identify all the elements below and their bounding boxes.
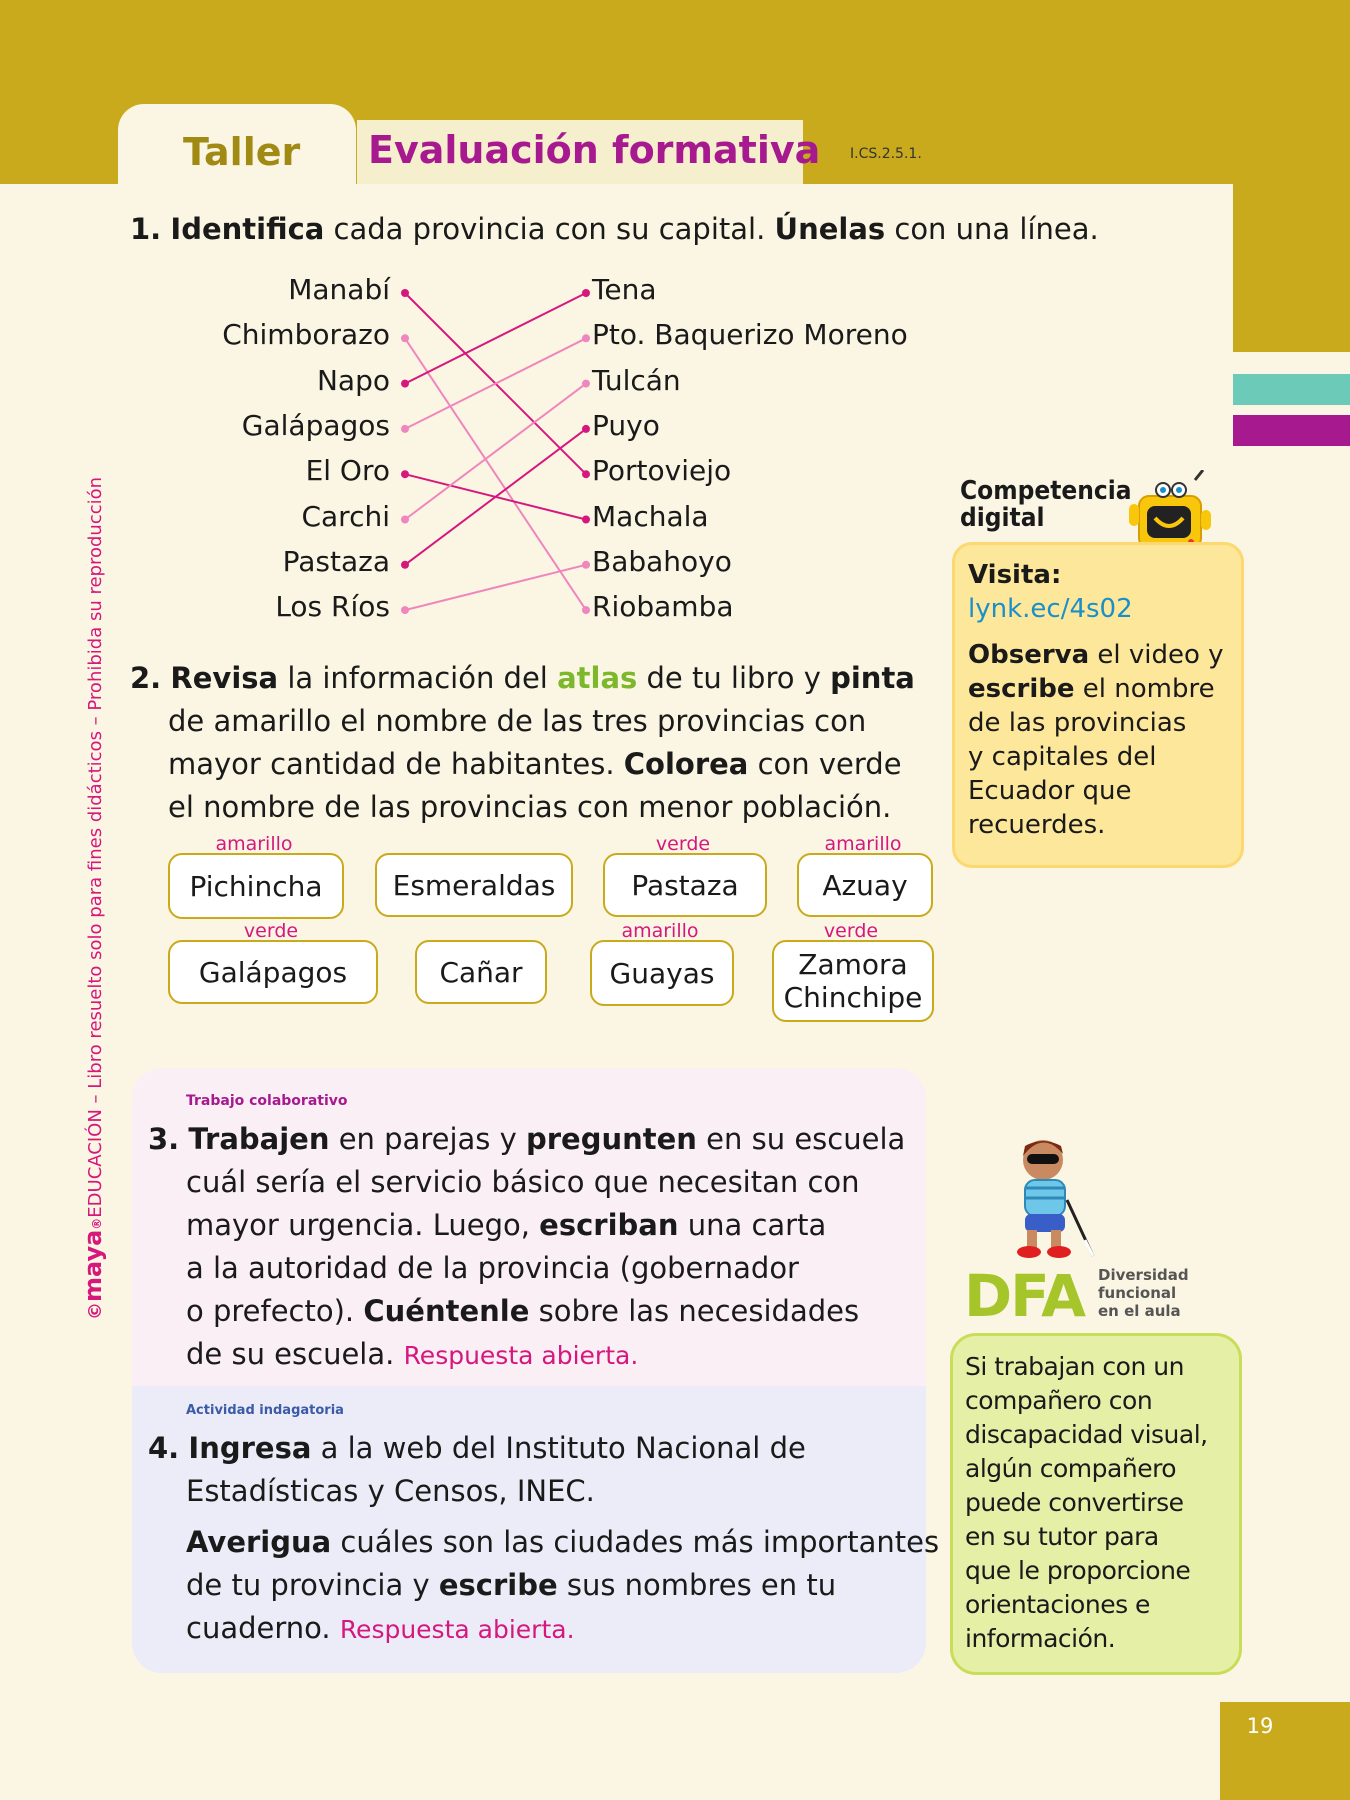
indicator-code: I.CS.2.5.1. bbox=[850, 146, 922, 162]
q3-t1: en parejas y bbox=[329, 1122, 526, 1156]
q4-number: 4. bbox=[148, 1431, 180, 1465]
q4-line3b: cuáles son las ciudades más importantes bbox=[331, 1525, 940, 1559]
province-box[interactable]: Guayas bbox=[590, 940, 734, 1006]
match-dot bbox=[582, 561, 590, 569]
color-label: amarillo bbox=[824, 833, 902, 855]
province-label: Chimborazo bbox=[222, 318, 390, 352]
province-box[interactable]: Pastaza bbox=[603, 853, 767, 917]
dfa-line: Si trabajan con un bbox=[965, 1352, 1184, 1381]
province-label: Manabí bbox=[288, 273, 390, 306]
match-line bbox=[405, 429, 586, 565]
match-dot bbox=[582, 289, 590, 297]
match-line bbox=[405, 565, 586, 610]
q2-verb-colorea: Colorea bbox=[623, 747, 749, 781]
q1-text2: con una línea. bbox=[885, 212, 1099, 246]
capital-label: Tena bbox=[592, 273, 657, 306]
q2-verb-revisa: Revisa bbox=[170, 661, 279, 695]
q1-verb-identifica: Identifica bbox=[170, 212, 325, 246]
color-label: verde bbox=[655, 833, 711, 855]
taller-label: Taller bbox=[183, 130, 301, 174]
q3-line3b: una carta bbox=[678, 1208, 827, 1242]
q2-text2: de tu libro y bbox=[637, 661, 831, 695]
comp-line2 bbox=[968, 672, 1224, 706]
q4-t1: a la web del Instituto Nacional de bbox=[311, 1431, 806, 1465]
province-box[interactable]: Pichincha bbox=[168, 853, 344, 919]
province-label: Pastaza bbox=[282, 544, 390, 578]
comp-line4: y capitales del bbox=[968, 742, 1157, 772]
q2-line3 bbox=[130, 743, 915, 786]
child-with-cane-icon bbox=[995, 1130, 1135, 1270]
capital-label: Tulcán bbox=[592, 363, 681, 397]
q3-line1 bbox=[148, 1118, 905, 1161]
q3-line2: cuál sería el servicio básico que necesitan con bbox=[186, 1165, 860, 1199]
capital-label: Riobamba bbox=[592, 590, 734, 624]
q1-text1: cada provincia con su capital. bbox=[324, 212, 775, 246]
match-dot bbox=[401, 425, 409, 433]
match-line bbox=[405, 338, 586, 429]
q3-tag: Trabajo colaborativo bbox=[186, 1093, 348, 1109]
province-box[interactable]: Azuay bbox=[797, 853, 933, 917]
q4-line1 bbox=[148, 1427, 939, 1470]
visita-label: Visita: bbox=[968, 560, 1062, 590]
q4-answer: Respuesta abierta. bbox=[339, 1615, 575, 1644]
q4-line3 bbox=[148, 1521, 939, 1564]
q3-verb-escriban: escriban bbox=[539, 1208, 679, 1242]
q4-line2: Estadísticas y Censos, INEC. bbox=[186, 1474, 595, 1508]
q2-text1: la información del bbox=[278, 661, 558, 695]
province-box[interactable]: Esmeraldas bbox=[375, 853, 573, 917]
match-dot bbox=[401, 470, 409, 478]
province-label: Los Ríos bbox=[275, 590, 390, 624]
section-title: Evaluación formativa bbox=[368, 128, 821, 172]
capital-label: Portoviejo bbox=[592, 454, 732, 488]
province-label: Galápagos bbox=[241, 408, 390, 442]
match-dot bbox=[401, 380, 409, 388]
q3-verb-cuentenle: Cuéntenle bbox=[363, 1294, 530, 1328]
comp-t1: el video y bbox=[1089, 640, 1224, 670]
q4-verb-escribe: escribe bbox=[438, 1568, 558, 1602]
match-dot bbox=[401, 561, 409, 569]
dfa-line: puede convertirse bbox=[965, 1488, 1184, 1517]
q3-instruction bbox=[148, 1118, 905, 1377]
dfa-line: orientaciones e bbox=[965, 1590, 1150, 1619]
q2-verb-pinta: pinta bbox=[830, 661, 915, 695]
q4-line5 bbox=[148, 1607, 939, 1651]
q2-line3a: mayor cantidad de habitantes. bbox=[168, 747, 624, 781]
page-number: 19 bbox=[1246, 1714, 1274, 1738]
match-dot bbox=[401, 289, 409, 297]
q3-t2: en su escuela bbox=[696, 1122, 906, 1156]
comp-line1 bbox=[968, 638, 1224, 672]
side-notice: EDUCACIÓN – Libro resuelto solo para fines didácticos – Prohibida su reproducción bbox=[85, 476, 106, 1218]
dfa-text bbox=[965, 1350, 1208, 1656]
dfa-sub2: funcional bbox=[1098, 1284, 1177, 1302]
dfa-logo: DFA bbox=[964, 1262, 1084, 1330]
dfa-line: en su tutor para bbox=[965, 1522, 1159, 1551]
q3-answer: Respuesta abierta. bbox=[403, 1341, 639, 1370]
match-dot bbox=[401, 516, 409, 524]
comp-line3: de las provincias bbox=[968, 708, 1187, 738]
q4-line4a: de tu provincia y bbox=[186, 1568, 439, 1602]
province-box[interactable]: Zamora Chinchipe bbox=[772, 940, 934, 1022]
brand-name: maya bbox=[79, 1229, 107, 1302]
dfa-line: compañero con bbox=[965, 1386, 1153, 1415]
q3-verb-trabajen: Trabajen bbox=[188, 1122, 330, 1156]
q2-atlas: atlas bbox=[557, 661, 638, 695]
dfa-line: algún compañero bbox=[965, 1454, 1177, 1483]
match-dot bbox=[582, 606, 590, 614]
match-line bbox=[405, 338, 586, 610]
color-label: amarillo bbox=[215, 833, 293, 855]
capital-label: Babahoyo bbox=[592, 544, 732, 578]
dfa-line: información. bbox=[965, 1624, 1116, 1653]
q2-number: 2. bbox=[130, 661, 162, 695]
competencia-title bbox=[960, 478, 1132, 532]
competencia-title-line2: digital bbox=[960, 503, 1045, 533]
q3-number: 3. bbox=[148, 1122, 180, 1156]
q3-line5a: o prefecto). bbox=[186, 1294, 364, 1328]
match-dot bbox=[582, 334, 590, 342]
q4-line4b: sus nombres en tu bbox=[557, 1568, 837, 1602]
competencia-content bbox=[968, 558, 1224, 842]
comp-verb-observa: Observa bbox=[968, 640, 1090, 670]
copyright-symbol: © bbox=[85, 1302, 106, 1320]
province-label: Napo bbox=[316, 363, 390, 397]
q3-line4: a la autoridad de la provincia (gobernador bbox=[186, 1251, 799, 1285]
match-line bbox=[405, 384, 586, 520]
color-label: amarillo bbox=[621, 920, 699, 942]
dfa-line: discapacidad visual, bbox=[965, 1420, 1208, 1449]
dfa-line: que le proporcione bbox=[965, 1556, 1191, 1585]
capital-label: Machala bbox=[592, 499, 709, 533]
match-dot bbox=[582, 516, 590, 524]
q2-line1 bbox=[130, 657, 915, 700]
comp-t2: el nombre bbox=[1074, 674, 1215, 704]
q3-line5b: sobre las necesidades bbox=[529, 1294, 860, 1328]
match-dot bbox=[401, 606, 409, 614]
province-label: Carchi bbox=[301, 499, 390, 533]
province-label: El Oro bbox=[305, 454, 390, 488]
q4-verb-averigua: Averigua bbox=[186, 1525, 332, 1559]
q2-instruction bbox=[130, 657, 915, 829]
q3-line3a: mayor urgencia. Luego, bbox=[186, 1208, 540, 1242]
competencia-link[interactable]: lynk.ec/4s02 bbox=[968, 594, 1133, 624]
competencia-title-line1: Competencia bbox=[960, 476, 1132, 506]
registered-symbol: ® bbox=[90, 1217, 104, 1230]
match-dot bbox=[401, 334, 409, 342]
color-label: verde bbox=[823, 920, 879, 942]
q4-line5-text: cuaderno. bbox=[186, 1611, 331, 1645]
match-dot bbox=[582, 425, 590, 433]
q3-verb-pregunten: pregunten bbox=[526, 1122, 697, 1156]
dfa-sub1: Diversidad bbox=[1098, 1266, 1189, 1284]
q3-line5 bbox=[148, 1290, 905, 1333]
comp-line6: recuerdes. bbox=[968, 810, 1106, 840]
capital-label: Puyo bbox=[592, 408, 660, 442]
q3-line6-text: de su escuela. bbox=[186, 1337, 395, 1371]
province-box[interactable]: Cañar bbox=[415, 940, 547, 1004]
q1-number: 1. bbox=[130, 212, 162, 246]
match-line bbox=[405, 293, 586, 384]
match-dot bbox=[582, 470, 590, 478]
q1-verb-unelas: Únelas bbox=[774, 212, 886, 246]
capital-label: Pto. Baquerizo Moreno bbox=[592, 318, 908, 352]
q2-line3b: con verde bbox=[748, 747, 902, 781]
match-dot bbox=[582, 380, 590, 388]
comp-verb-escribe: escribe bbox=[968, 674, 1075, 704]
q3-line3 bbox=[148, 1204, 905, 1247]
q3-line6 bbox=[148, 1333, 905, 1377]
q2-line2: de amarillo el nombre de las tres provincias con bbox=[168, 704, 867, 738]
q2-line4: el nombre de las provincias con menor población. bbox=[168, 790, 892, 824]
q4-tag: Actividad indagatoria bbox=[186, 1403, 344, 1418]
q4-verb-ingresa: Ingresa bbox=[188, 1431, 312, 1465]
dfa-subtitle bbox=[1098, 1266, 1189, 1320]
color-label: verde bbox=[243, 920, 299, 942]
q4-instruction bbox=[148, 1427, 939, 1651]
province-box[interactable]: Galápagos bbox=[168, 940, 378, 1004]
q4-line4 bbox=[148, 1564, 939, 1607]
comp-line5: Ecuador que bbox=[968, 776, 1132, 806]
dfa-sub3: en el aula bbox=[1098, 1302, 1181, 1320]
